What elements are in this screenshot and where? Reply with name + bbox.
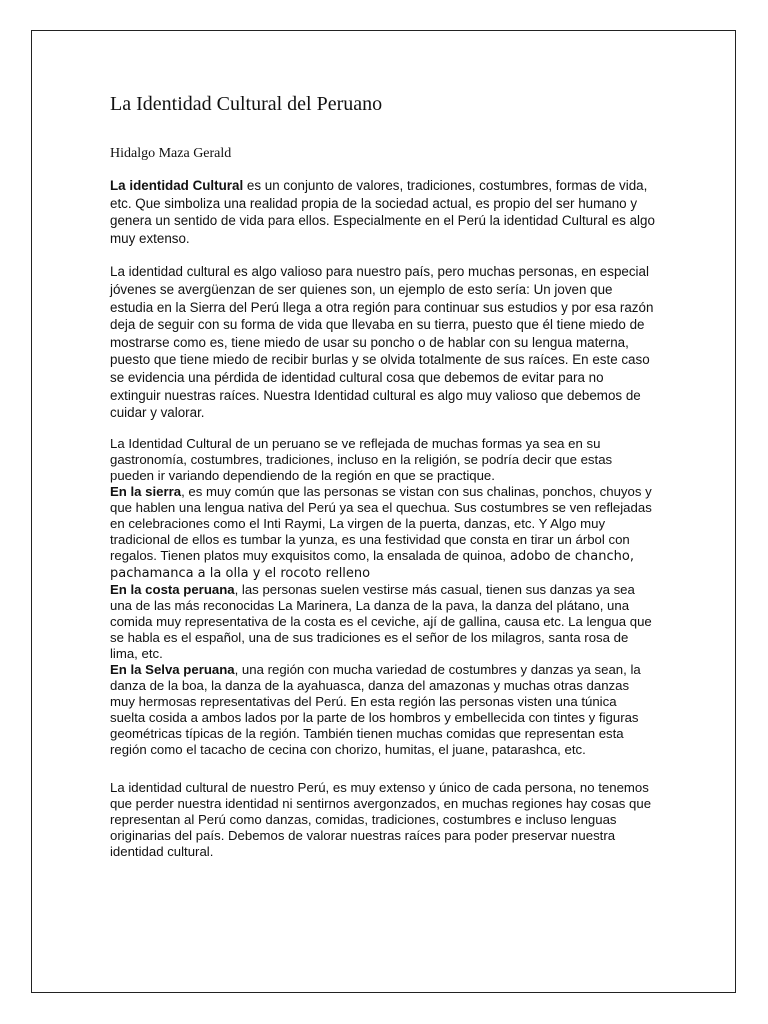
paragraph-intro — [110, 177, 655, 247]
conclusion-text: La identidad cultural de nuestro Perú, es muy extenso y único de cada persona, no tenemos que perder nuestra identidad ni sentirnos avergonzados, en muchas regiones hay cosas que representan al Perú como danzas, comidas, tradiciones, costumbres e incluso lenguas originarias del país. Debemos de valorar nuestras raíces para poder preservar nuestra identidad cultural. — [110, 779, 652, 859]
paragraph-costa — [110, 582, 655, 662]
value-text: La identidad cultural es algo valioso para nuestro país, pero muchas personas, en especial jóvenes se avergüenzan de ser quienes son, un ejemplo de esto sería: Un joven que estudia en la Sierra del Perú llega a otra región para continuar sus estudios y por esa razón deja de seguir con su forma de vida que llevaba en su tierra, puesto que él tiene miedo de mostrarse como es, tiene miedo de usar su poncho o de hablar con su lengua materna, puesto que tiene miedo de recibir burlas y se olvida totalmente de sus raíces. En este caso se evidencia una pérdida de identidad cultural cosa que debemos de evitar para no extinguir nuestras raíces. Nuestra Identidad cultural es algo muy valioso que debemos de cuidar y valorar. — [110, 264, 654, 421]
sierra-text: , es muy común que las personas se vistan con sus chalinas, ponchos, chuyos y que hablen una lengua nativa del Perú ya sea el quechua. Sus costumbres se ven reflejadas en celebraciones como el Inti Raymi, La virgen de la puerta, danzas, etc. Y Algo muy tradicional de ellos es tumbar la yunza, es una festividad que consta en tirar un árbol con regalos. Tienen platos muy exquisitos como, la ensalada de quinoa, — [110, 483, 652, 563]
document-page — [31, 30, 736, 993]
paragraph-selva — [110, 662, 655, 758]
paragraph-sierra — [110, 484, 655, 582]
costa-text: , las personas suelen vestirse más casual, tienen sus danzas ya sea una de las más reconocidas La Marinera, La danza de la pava, la danza del plátano, una comida muy representativa de la costa es el ceviche, ají de gallina, causa etc. La lengua que se habla es el español, una de sus tradiciones es el señor de los milagros, santa rosa de lima, etc. — [110, 581, 652, 661]
paragraph-conclusion — [110, 780, 655, 860]
document-title: La Identidad Cultural del Peruano — [110, 93, 383, 115]
sierra-bold-term: En la sierra — [110, 483, 182, 499]
selva-bold-term: En la Selva peruana — [110, 661, 235, 677]
document-body — [110, 91, 655, 860]
sierra-dishes-text: adobo de chancho, pachamanca a la olla y el rocoto relleno — [110, 548, 634, 581]
paragraph-regions-intro — [110, 436, 655, 484]
intro-bold-term: La identidad Cultural — [110, 178, 244, 193]
selva-text: , una región con mucha variedad de costumbres y danzas ya sean, la danza de la boa, la danza de la ayahuasca, danza del amazonas y muchas otras danzas muy hermosas representativas del Perú. En esta región las personas visten una túnica suelta cosida a ambos lados por la parte de los hombros y embellecida con tintes y figuras geométricas típicas de la región. También tienen muchas comidas que representan esta región como el tacacho de cecina con chorizo, humitas, el juane, patarashca, etc. — [110, 661, 641, 757]
costa-bold-term: En la costa peruana — [110, 581, 235, 597]
author-name: Hidalgo Maza Gerald — [110, 146, 232, 161]
intro-text: es un conjunto de valores, tradiciones, costumbres, formas de vida, etc. Que simboliza una realidad propia de la sociedad actual, es propio del ser humano y genera un sentido de vida para ellos. Especialmente en el Perú la identidad Cultural es algo muy extenso. — [110, 178, 655, 246]
paragraph-value — [110, 263, 655, 421]
regions-intro-text: La Identidad Cultural de un peruano se ve reflejada de muchas formas ya sea en su gastronomía, costumbres, tradiciones, incluso en la religión, se podría decir que estas pueden ir variando dependiendo de la región en que se practique. — [110, 435, 613, 483]
